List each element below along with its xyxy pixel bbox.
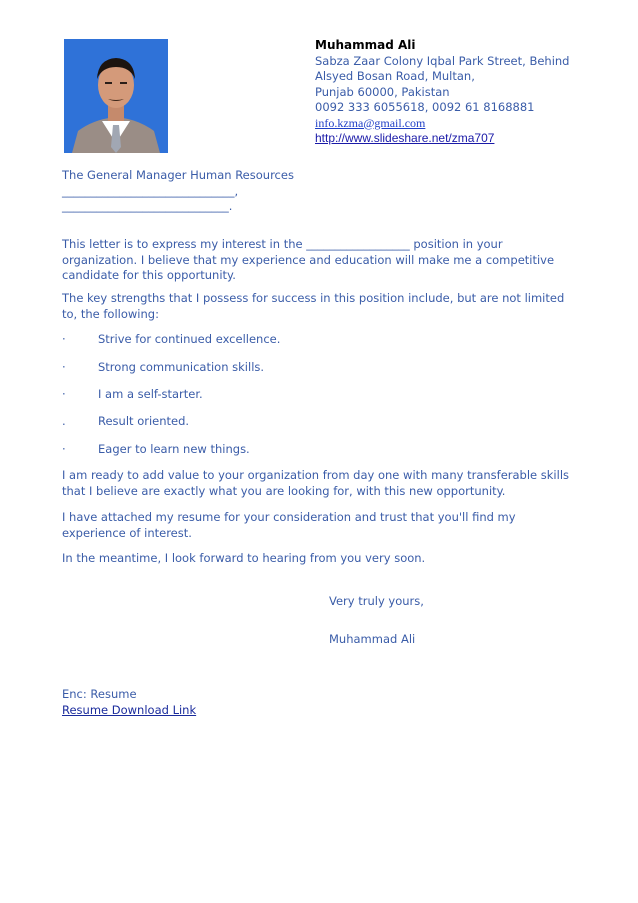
recipient-blank-line-1: ______________________________, [62, 183, 239, 198]
bullet-text: Result oriented. [98, 414, 190, 428]
recipient-blank-line-2: _____________________________. [62, 199, 233, 213]
bullet-mark: · [62, 387, 66, 401]
bullet-text: I am a self-starter. [98, 387, 203, 401]
signature-name: Muhammad Ali [329, 632, 416, 646]
paragraph-interest: This letter is to express my interest in the __________________ position in your organization. I believe that my experience and education will make me a competitive candidate for this opportunity. [62, 237, 555, 282]
paragraph-closing: In the meantime, I look forward to hearing from you very soon. [62, 551, 426, 565]
bullet-text: Strive for continued excellence. [98, 332, 281, 346]
profile-photo [64, 39, 168, 153]
address-line-1: Sabza Zaar Colony Iqbal Park Street, Behind [315, 53, 570, 68]
bullet-text: Eager to learn new things. [98, 442, 250, 456]
address-line-3: Punjab 60000, Pakistan [315, 84, 450, 99]
enclosure-label: Enc: Resume [62, 687, 137, 701]
closing-salutation: Very truly yours, [329, 594, 424, 608]
email-link[interactable]: info.kzma@gmail.com [315, 115, 426, 130]
website-link[interactable]: http://www.slideshare.net/zma707 [315, 131, 495, 145]
recipient-title: The General Manager Human Resources [62, 168, 294, 182]
enclosure-block [62, 687, 196, 718]
resume-download-link[interactable]: Resume Download Link [62, 702, 197, 717]
sender-header [315, 38, 569, 147]
bullet-mark: . [62, 414, 66, 428]
bullet-text: Strong communication skills. [98, 360, 265, 374]
bullet-mark: · [62, 442, 66, 456]
paragraph-value: I am ready to add value to your organization from day one with many transferable skills that I believe are exactly what you are looking for, with this new opportunity. [62, 468, 570, 498]
address-line-2: Alsyed Bosan Road, Multan, [315, 69, 475, 83]
phone-numbers: 0092 333 6055618, 0092 61 8168881 [315, 100, 535, 114]
bullet-mark: · [62, 332, 66, 346]
sender-name: Muhammad Ali [315, 38, 416, 52]
paragraph-resume: I have attached my resume for your consideration and trust that you'll find my experience of interest. [62, 510, 516, 540]
bullet-mark: · [62, 360, 66, 374]
portrait-image [64, 39, 168, 153]
paragraph-strengths: The key strengths that I possess for success in this position include, but are not limited to, the following: [62, 291, 565, 321]
recipient-block [62, 168, 577, 215]
